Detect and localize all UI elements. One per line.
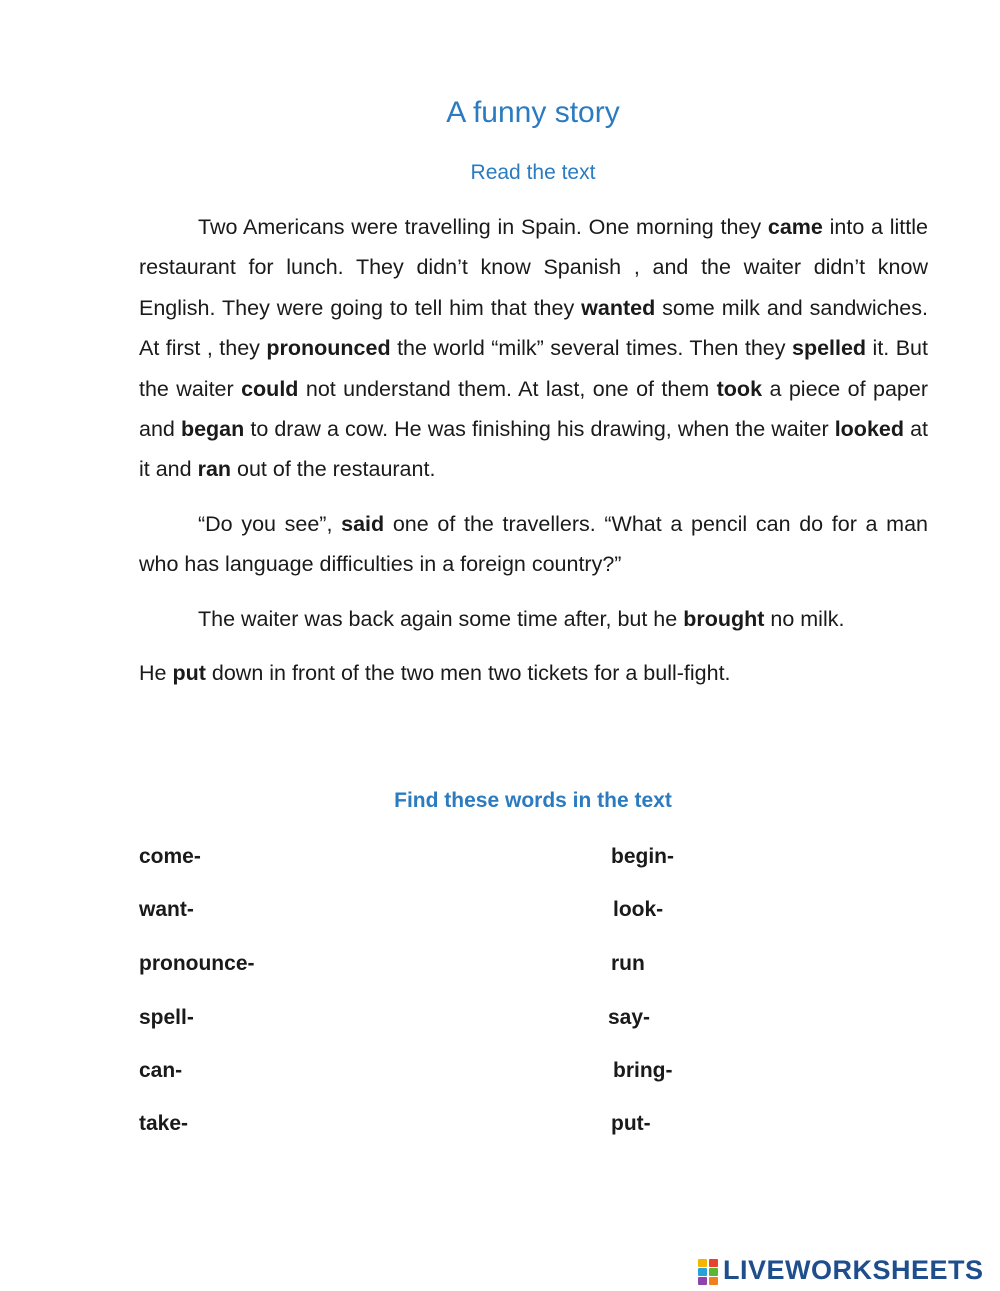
story-text-run: some milk and sandwiches. At first , they bbox=[139, 295, 928, 361]
blocks-icon bbox=[698, 1257, 720, 1285]
story-text-run: one of the travellers. “What a pencil can do for a man who has language difficulties in a foreign country?” bbox=[139, 511, 928, 577]
word-item: take- bbox=[139, 1112, 189, 1135]
highlighted-verb: brought bbox=[683, 606, 765, 631]
logo-text: LIVEWORKSHEETS bbox=[723, 1255, 984, 1285]
story-text-run: “Do you see”, bbox=[198, 511, 342, 536]
story-text-run: He bbox=[139, 661, 173, 686]
story-text-run: it. But the waiter bbox=[139, 336, 928, 401]
word-item: come- bbox=[139, 845, 201, 868]
word-item: run bbox=[611, 952, 645, 975]
word-item: pronounce- bbox=[139, 952, 255, 975]
story-paragraph bbox=[139, 653, 928, 693]
word-item: can- bbox=[139, 1059, 183, 1082]
story-text-run: to draw a cow. He was finishing his drawing, when the waiter bbox=[244, 417, 835, 442]
story-text-run: The waiter was back again some time after, but he bbox=[198, 606, 684, 631]
story-text bbox=[139, 207, 928, 707]
highlighted-verb: said bbox=[341, 511, 385, 536]
word-item: spell- bbox=[139, 1006, 194, 1029]
highlighted-verb: looked bbox=[834, 417, 904, 442]
word-item: begin- bbox=[611, 845, 674, 868]
story-text-run: not understand them. At last, one of them bbox=[298, 376, 717, 401]
story-text-run: down in front of the two men two tickets for a bull-fight. bbox=[205, 661, 731, 686]
page-subtitle: Read the text bbox=[470, 161, 596, 184]
highlighted-verb: pronounced bbox=[266, 336, 391, 361]
story-paragraph bbox=[139, 599, 928, 639]
highlighted-verb: began bbox=[180, 417, 245, 442]
highlighted-verb: took bbox=[716, 376, 763, 401]
word-item: want- bbox=[139, 898, 194, 921]
word-item: say- bbox=[608, 1006, 651, 1029]
highlighted-verb: wanted bbox=[581, 295, 656, 320]
word-item: put- bbox=[611, 1112, 651, 1135]
story-text-run: at it and bbox=[139, 417, 929, 482]
story-text-run: Two Americans were travelling in Spain. One morning they bbox=[198, 215, 768, 239]
story-text-run: no milk. bbox=[764, 606, 845, 631]
liveworksheets-logo bbox=[698, 1255, 984, 1286]
highlighted-verb: spelled bbox=[791, 336, 867, 361]
story-paragraph bbox=[139, 504, 928, 585]
story-paragraph bbox=[139, 207, 928, 490]
story-text-run: out of the restaurant. bbox=[231, 457, 436, 482]
story-text-run: the world “milk” several times. Then they bbox=[390, 336, 792, 361]
word-item: bring- bbox=[613, 1059, 673, 1082]
highlighted-verb: put bbox=[172, 661, 206, 686]
page-title: A funny story bbox=[446, 96, 620, 129]
highlighted-verb: ran bbox=[197, 457, 232, 482]
exercise-heading: Find these words in the text bbox=[394, 789, 672, 812]
highlighted-verb: came bbox=[767, 215, 823, 239]
story-text-run: a piece of paper and bbox=[139, 376, 928, 442]
highlighted-verb: could bbox=[241, 376, 299, 401]
story-text-run: into a little restaurant for lunch. They didn’t know Spanish , and the waiter didn’t know English. They were going to tell him that they bbox=[139, 215, 928, 320]
word-item: look- bbox=[613, 898, 664, 921]
